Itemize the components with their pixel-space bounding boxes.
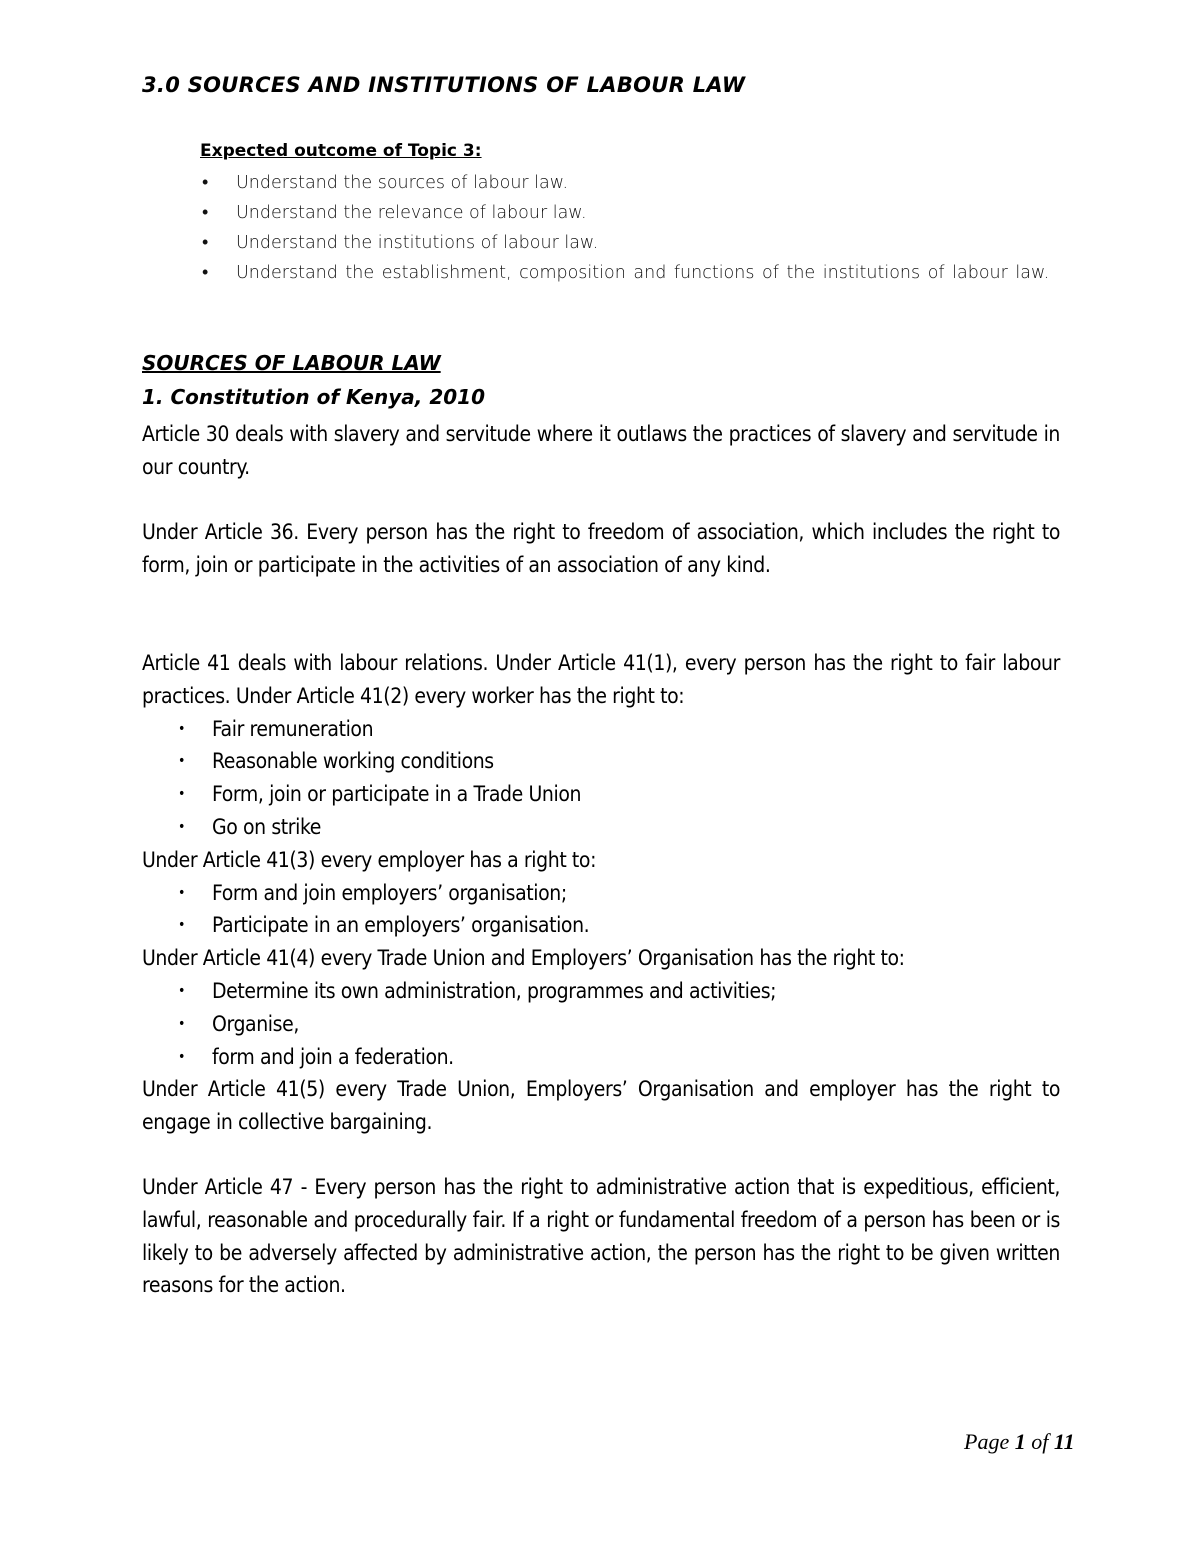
list-item: • Fair remuneration (142, 713, 1060, 746)
paragraph: Article 41 deals with labour relations. Under Article 41(1), every person has the right to fair labour practices. Under Article 41(2) every worker has the right to: (142, 651, 1060, 708)
paragraph: Article 30 deals with slavery and servitude where it outlaws the practices of slavery and servitude in our country. (142, 422, 1060, 479)
article-41-section (142, 647, 1060, 1139)
list-item: • Form and join employers’ organisation; (142, 877, 1060, 910)
page-title: 3.0 SOURCES AND INSTITUTIONS OF LABOUR LAW (142, 73, 746, 97)
list-item: • form and join a federation. (142, 1041, 1060, 1074)
page-number-of: of (1031, 1429, 1049, 1454)
page-number-current: 1 (1014, 1429, 1026, 1454)
list-item: • Understand the institutions of labour law. (200, 228, 1060, 258)
list-item: • Understand the relevance of labour law. (200, 198, 1060, 228)
paragraph: Under Article 36. Every person has the right to freedom of association, which includes the right to form, join or participate in the activities of an association of any kind. (142, 520, 1060, 577)
article-41-4-list (142, 975, 1060, 1073)
document-page (142, 0, 1075, 1553)
list-item: • Participate in an employers’ organisation. (142, 909, 1060, 942)
article-41-3-list (142, 877, 1060, 943)
sources-heading: SOURCES OF LABOUR LAW (142, 351, 441, 375)
paragraph: Under Article 41(3) every employer has a right to: (142, 847, 597, 872)
article-36-paragraph (142, 516, 1060, 582)
list-item: • Understand the establishment, composition and functions of the institutions of labour law. (200, 258, 1060, 288)
article-47-paragraph (142, 1171, 1060, 1302)
list-item: • Organise, (142, 1008, 1060, 1041)
expected-outcomes-list (200, 168, 1060, 288)
paragraph: Under Article 47 - Every person has the right to administrative action that is expeditious, efficient, lawful, reasonable and procedurally fair. If a right or fundamental freedom of a person has been or is likely to be adversely affected by administrative action, the person has the right to be given written reasons for the action. (142, 1175, 1060, 1298)
list-item: • Go on strike (142, 811, 1060, 844)
list-item: • Determine its own administration, programmes and activities; (142, 975, 1060, 1008)
constitution-heading: 1. Constitution of Kenya, 2010 (142, 385, 485, 409)
expected-outcome-heading: Expected outcome of Topic 3: (200, 141, 482, 161)
paragraph: Under Article 41(4) every Trade Union and Employers’ Organisation has the right to: (142, 946, 905, 971)
list-item: • Understand the sources of labour law. (200, 168, 1060, 198)
paragraph: Under Article 41(5) every Trade Union, Employers’ Organisation and employer has the right to engage in collective bargaining. (142, 1077, 1060, 1135)
page-number-prefix: Page (964, 1429, 1010, 1454)
article-30-paragraph (142, 418, 1060, 484)
page-number-total: 11 (1053, 1429, 1075, 1454)
list-item: • Form, join or participate in a Trade Union (142, 778, 1060, 811)
list-item: • Reasonable working conditions (142, 745, 1060, 778)
page-number (964, 1429, 1075, 1455)
article-41-2-list (142, 713, 1060, 844)
